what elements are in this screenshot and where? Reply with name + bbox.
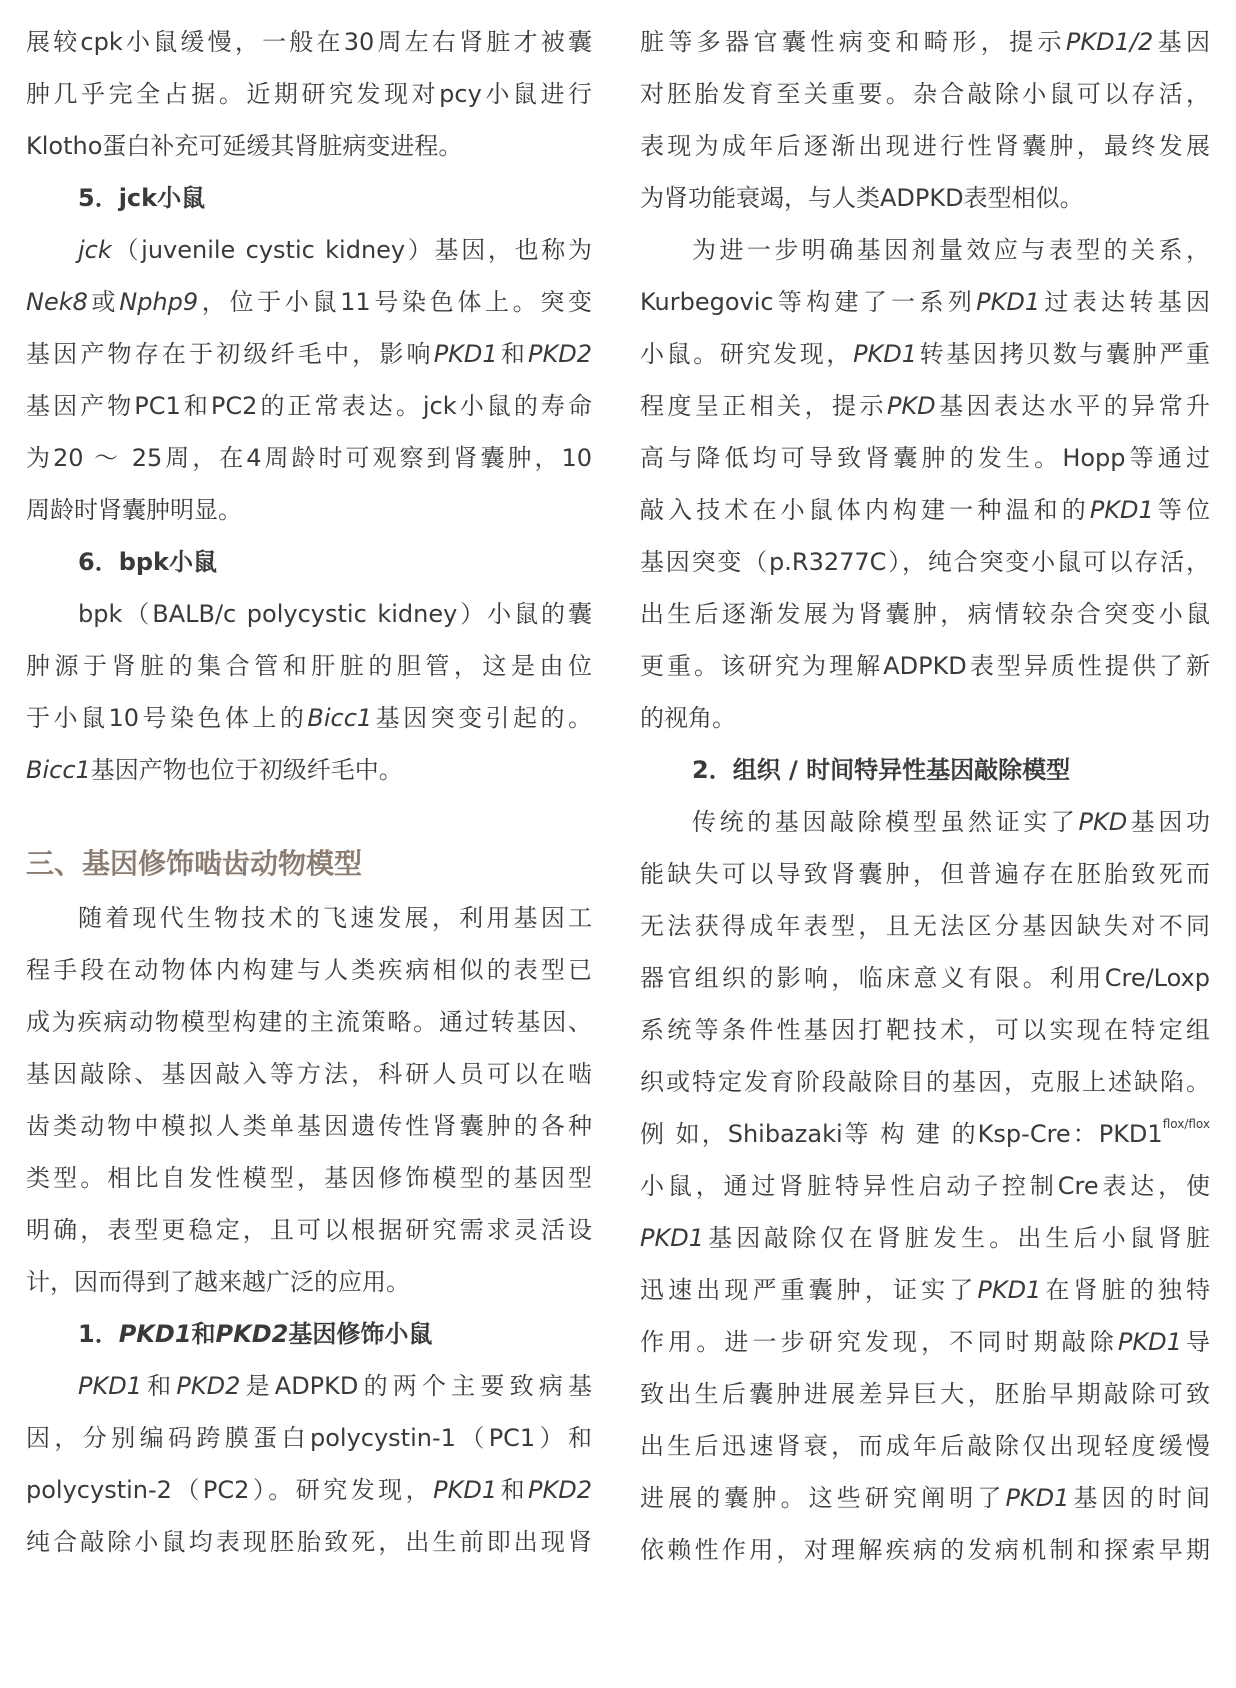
subheading-conditional-knockout: 2．组织 / 时间特异性基因敲除模型 — [692, 756, 1071, 784]
text-line: 基因产物存在于初级纤毛中，影响PKD1和PKD2 — [26, 340, 593, 368]
text-line: 为20 ～ 25周，在4周龄时可观察到肾囊肿，10 — [26, 444, 592, 472]
text-line: 作用。进一步研究发现，不同时期敲除PKD1导 — [640, 1328, 1211, 1356]
text-line: 依赖性作用，对理解疾病的发病机制和探索早期 — [640, 1536, 1210, 1564]
text-line: 展较cpk小鼠缓慢，一般在30周左右肾脏才被囊 — [26, 28, 592, 56]
text-line: 程手段在动物体内构建与人类疾病相似的表型已 — [26, 956, 592, 984]
text-line: 周龄时肾囊肿明显。 — [26, 496, 242, 524]
text-line: 齿类动物中模拟人类单基因遗传性肾囊肿的各种 — [26, 1112, 592, 1140]
text-line: 脏等多器官囊性病变和畸形，提示PKD1/2基因 — [640, 28, 1211, 56]
text-line: 基因突变（p.R3277C），纯合突变小鼠可以存活， — [640, 548, 1210, 576]
text-line: 的视角。 — [640, 704, 736, 732]
text-line: 计，因而得到了越来越广泛的应用。 — [26, 1268, 410, 1296]
text-line: 基因敲除、基因敲入等方法，科研人员可以在啮 — [26, 1060, 592, 1088]
text-line: 程度呈正相关，提示PKD基因表达水平的异常升 — [640, 392, 1211, 420]
text-line: 系统等条件性基因打靶技术，可以实现在特定组 — [640, 1016, 1210, 1044]
text-line: Kurbegovic等构建了一系列PKD1过表达转基因 — [640, 288, 1211, 316]
text-line: 出生后逐渐发展为肾囊肿，病情较杂合突变小鼠 — [640, 600, 1210, 628]
text-line: 为肾功能衰竭，与人类ADPKD表型相似。 — [640, 184, 1084, 212]
text-line: 为进一步明确基因剂量效应与表型的关系， — [692, 236, 1210, 264]
text-line: 纯合敲除小鼠均表现胚胎致死，出生前即出现肾 — [26, 1528, 592, 1556]
subheading-jck: 5．jck小鼠 — [78, 184, 206, 212]
text-line: 例 如，Shibazaki等 构 建 的Ksp-Cre：$PKD1^{flox/flox}$ — [640, 1117, 1210, 1148]
superscript: flox/flox — [1162, 1117, 1210, 1131]
text-line: 表现为成年后逐渐出现进行性肾囊肿，最终发展 — [640, 132, 1210, 160]
text-line: 无法获得成年表型，且无法区分基因缺失对不同 — [640, 912, 1210, 940]
text-line: 明确，表型更稳定，且可以根据研究需求灵活设 — [26, 1216, 592, 1244]
text-line: 敲入技术在小鼠体内构建一种温和的PKD1等位 — [640, 496, 1211, 524]
text-line: 小鼠。研究发现，PKD1转基因拷贝数与囊肿严重 — [640, 340, 1211, 368]
subheading-bpk: 6．bpk小鼠 — [78, 548, 218, 576]
text-line: Klotho蛋白补充可延缓其肾脏病变进程。 — [26, 132, 463, 160]
text-line: 进展的囊肿。这些研究阐明了PKD1基因的时间 — [640, 1484, 1211, 1512]
text-line: jck（juvenile cystic kidney）基因，也称为 — [78, 236, 592, 264]
text-line: 更重。该研究为理解ADPKD表型异质性提供了新 — [640, 652, 1210, 680]
text-line: 成为疾病动物模型构建的主流策略。通过转基因、 — [26, 1008, 592, 1036]
text-line: 对胚胎发育至关重要。杂合敲除小鼠可以存活， — [640, 80, 1210, 108]
text-line: 类型。相比自发性模型，基因修饰模型的基因型 — [26, 1164, 592, 1192]
text-line: 基因产物PC1和PC2的正常表达。jck小鼠的寿命 — [26, 392, 592, 420]
text-line: 小鼠，通过肾脏特异性启动子控制Cre表达，使 — [640, 1172, 1210, 1200]
text-line: 出生后迅速肾衰，而成年后敲除仅出现轻度缓慢 — [640, 1432, 1210, 1460]
text-line: 肿几乎完全占据。近期研究发现对pcy小鼠进行 — [26, 80, 592, 108]
text-line: PKD1和PKD2是ADPKD的两个主要致病基 — [78, 1372, 593, 1400]
section-heading: 三、基因修饰啮齿动物模型 — [26, 847, 363, 880]
text-line: 因，分别编码跨膜蛋白polycystin-1（PC1）和 — [26, 1424, 592, 1452]
text-line: 迅速出现严重囊肿，证实了PKD1在肾脏的独特 — [640, 1276, 1211, 1304]
text-line: bpk（BALB/c polycystic kidney）小鼠的囊 — [78, 600, 592, 628]
text-line: 能缺失可以导致肾囊肿，但普遍存在胚胎致死而 — [640, 860, 1210, 888]
text-line: 器官组织的影响，临床意义有限。利用Cre/Loxp — [640, 964, 1210, 992]
text-line: 肿源于肾脏的集合管和肝脏的胆管，这是由位 — [26, 652, 592, 680]
text-line: polycystin-2（PC2）。研究发现，PKD1和PKD2 — [26, 1476, 593, 1504]
text-line: 织或特定发育阶段敲除目的基因，克服上述缺陷。 — [640, 1068, 1210, 1096]
text-line: 高与降低均可导致肾囊肿的发生。Hopp等通过 — [640, 444, 1210, 472]
text-line: Bicc1基因产物也位于初级纤毛中。 — [26, 756, 403, 784]
text-line: PKD1基因敲除仅在肾脏发生。出生后小鼠肾脏 — [640, 1224, 1210, 1252]
text-line: 致出生后囊肿进展差异巨大，胚胎早期敲除可致 — [640, 1380, 1210, 1408]
text-line: 随着现代生物技术的飞速发展，利用基因工 — [78, 904, 592, 932]
subheading-pkd-mice: 1．PKD1和PKD2基因修饰小鼠 — [78, 1320, 433, 1348]
text-line: 传统的基因敲除模型虽然证实了PKD基因功 — [692, 808, 1211, 836]
text-line: 于小鼠10号染色体上的Bicc1基因突变引起的。 — [26, 704, 593, 732]
text-line: Nek8或Nphp9，位于小鼠11号染色体上。突变 — [26, 288, 593, 316]
